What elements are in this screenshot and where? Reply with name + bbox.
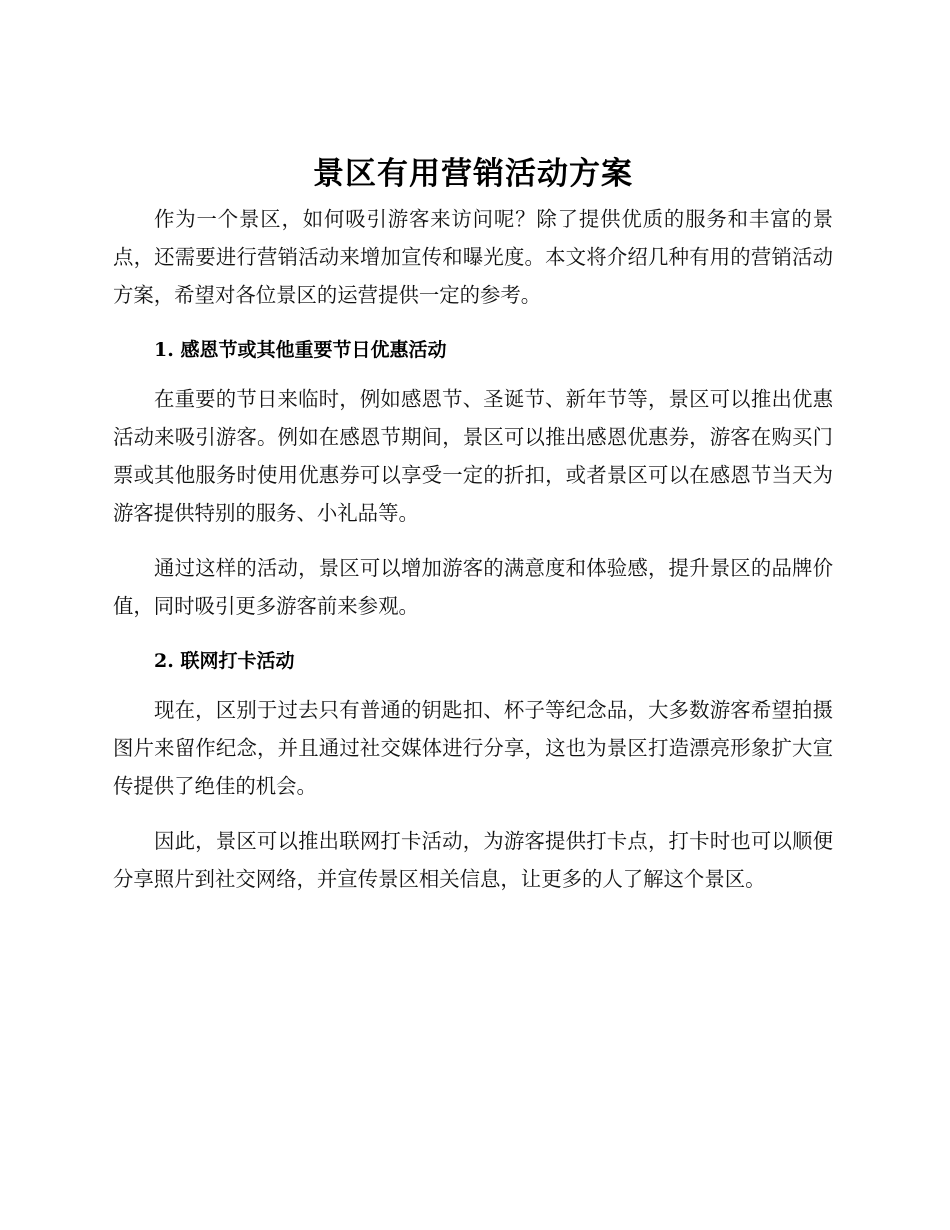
section-heading: 2. 联网打卡活动 bbox=[154, 650, 295, 672]
document-page bbox=[113, 150, 833, 898]
section-1 bbox=[113, 336, 833, 625]
section-paragraph: 在重要的节日来临时，例如感恩节、圣诞节、新年节等，景区可以推出优惠活动来吸引游客。例如在感恩节期间，景区可以推出感恩优惠券，游客在购买门票或其他服务时使用优惠券可以享受一定的折扣，或者景区可以在感恩节当天为游客提供特别的服务、小礼品等。 bbox=[113, 387, 833, 525]
section-heading: 1. 感恩节或其他重要节日优惠活动 bbox=[154, 339, 447, 361]
section-paragraph: 现在，区别于过去只有普通的钥匙扣、杯子等纪念品，大多数游客希望拍摄图片来留作纪念，并且通过社交媒体进行分享，这也为景区打造漂亮形象扩大宣传提供了绝佳的机会。 bbox=[113, 698, 833, 798]
section-paragraph: 通过这样的活动，景区可以增加游客的满意度和体验感，提升景区的品牌价值，同时吸引更多游客前来参观。 bbox=[113, 556, 833, 618]
section-2 bbox=[113, 647, 833, 898]
section-paragraph: 因此，景区可以推出联网打卡活动，为游客提供打卡点，打卡时也可以顺便分享照片到社交网络，并宣传景区相关信息，让更多的人了解这个景区。 bbox=[113, 829, 833, 891]
intro-paragraph: 作为一个景区，如何吸引游客来访问呢？除了提供优质的服务和丰富的景点，还需要进行营销活动来增加宣传和曝光度。本文将介绍几种有用的营销活动方案，希望对各位景区的运营提供一定的参考。 bbox=[113, 207, 833, 307]
document-title: 景区有用营销活动方案 bbox=[313, 156, 633, 192]
